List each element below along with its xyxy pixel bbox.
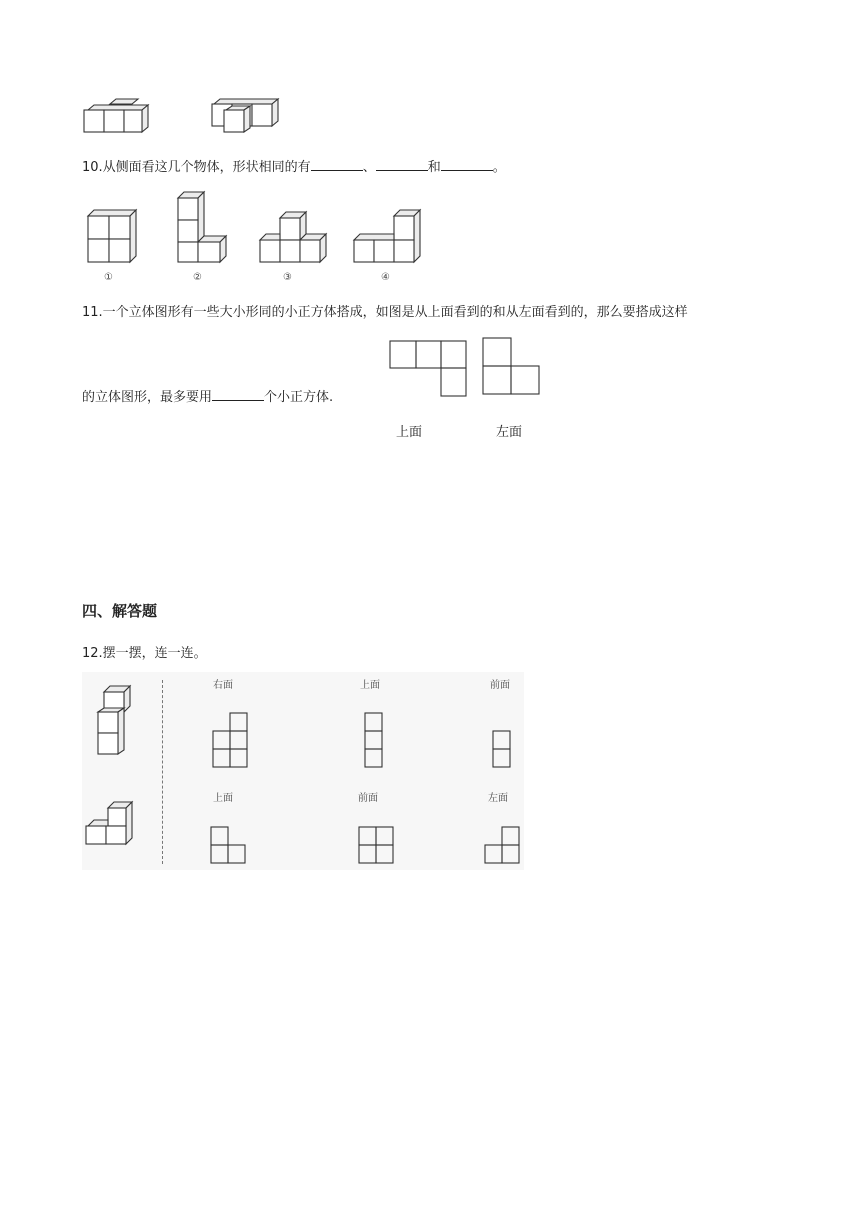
q11-line2-part2: 个小正方体. — [264, 390, 334, 405]
q12-row2-view-3[interactable] — [484, 826, 524, 868]
q12-row1-view-3[interactable] — [492, 730, 514, 772]
q10-figure-4 — [352, 208, 424, 264]
q12-row2-view-2[interactable] — [358, 826, 398, 868]
q11-line2-part1: 的立体图形，最多要用 — [82, 390, 213, 405]
q12-figure-panel — [82, 672, 524, 870]
q12-row2-view-1[interactable] — [210, 826, 250, 868]
q12-row1-label-3: 前面 — [490, 680, 510, 691]
q11-top-view — [389, 340, 469, 398]
q10-figure-1-label: ① — [104, 272, 113, 283]
q11-left-view — [482, 337, 542, 397]
q10-answer-blank-1[interactable] — [311, 158, 363, 171]
cube-figure-top-left — [82, 96, 154, 136]
q11-answer-blank[interactable] — [212, 388, 264, 401]
q11-top-view-label: 上面 — [396, 425, 423, 440]
q12-row2-label-1: 上面 — [213, 793, 233, 804]
section-title: 四、解答题 — [82, 602, 158, 620]
q10-answer-blank-2[interactable] — [376, 158, 428, 171]
q12-row1-view-2[interactable] — [364, 712, 386, 772]
q10-text-part1: 10.从侧面看这几个物体，形状相同的有 — [82, 160, 311, 175]
q10-figure-4-label: ④ — [381, 272, 390, 283]
q10-answer-blank-3[interactable] — [441, 158, 493, 171]
q10-figure-3-label: ③ — [283, 272, 292, 283]
q12-row2-label-3: 左面 — [488, 793, 508, 804]
q10-figure-3 — [258, 210, 330, 264]
q12-row1-label-2: 上面 — [360, 680, 380, 691]
q10-figure-2-label: ② — [193, 272, 202, 283]
question-12-text: 12.摆一摆，连一连。 — [82, 646, 207, 661]
cube-figure-top-right — [210, 96, 282, 136]
q10-sep2: 和 — [427, 160, 441, 175]
q10-end: 。 — [492, 160, 506, 175]
q10-figure-2 — [176, 190, 230, 264]
question-11-line2 — [82, 388, 333, 407]
q12-divider — [162, 680, 163, 864]
q12-solid-a — [94, 684, 134, 758]
q10-sep1: 、 — [362, 160, 376, 175]
q11-left-view-label: 左面 — [496, 425, 523, 440]
q10-figure-1 — [86, 208, 138, 264]
q12-row1-view-1[interactable] — [212, 712, 252, 772]
question-11-line1: 11.一个立体图形有一些大小形同的小正方体搭成，如图是从上面看到的和从左面看到的，那么要搭成这样 — [82, 305, 688, 320]
question-10-text — [82, 158, 506, 177]
q12-row2-label-2: 前面 — [358, 793, 378, 804]
q12-solid-b — [84, 798, 134, 852]
q12-row1-label-1: 右面 — [213, 680, 233, 691]
